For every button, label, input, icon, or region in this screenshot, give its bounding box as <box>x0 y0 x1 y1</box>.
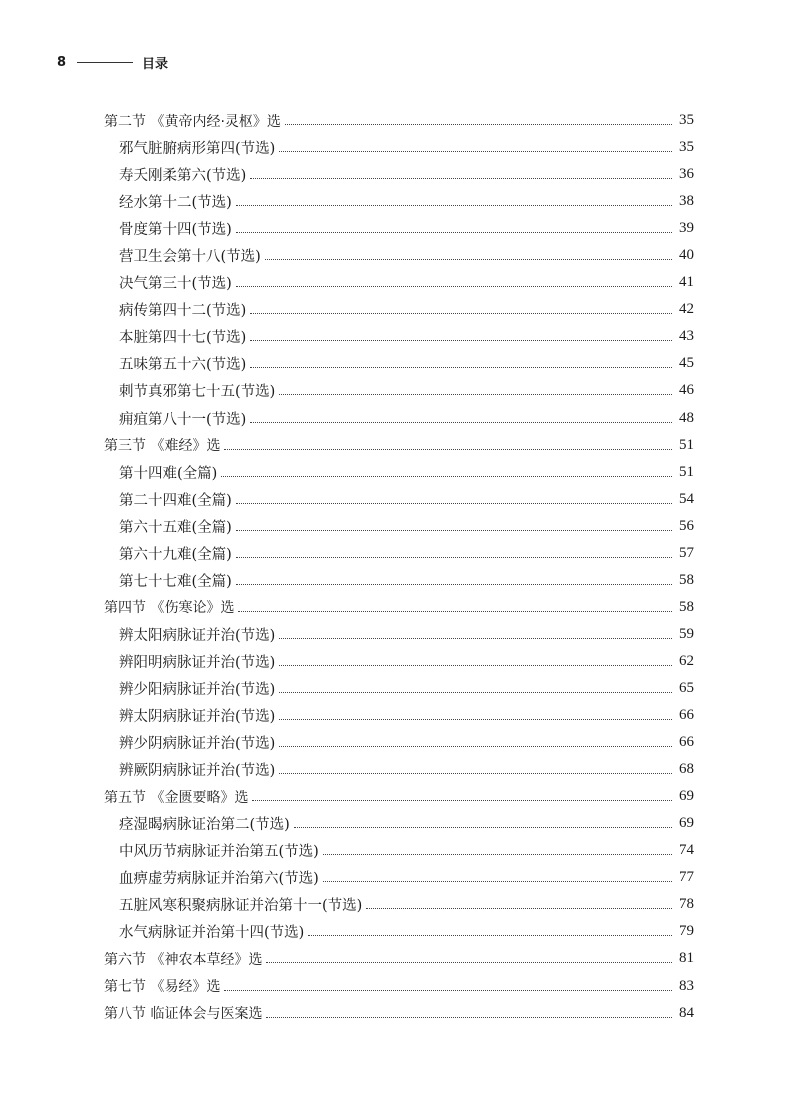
toc-entry-title: 五味第五十六(节选) <box>119 357 247 374</box>
toc-entry-title: 辨少阳病脉证并治(节选) <box>119 682 276 698</box>
toc-subentry <box>104 296 694 323</box>
toc-entry-page: 74 <box>679 842 694 859</box>
dot-leader <box>221 476 672 477</box>
toc-entry-title: 经水第十二(节选) <box>119 195 232 212</box>
toc-subentry <box>104 621 694 648</box>
toc-entry-page: 59 <box>679 625 694 642</box>
toc-entry-page: 39 <box>679 220 694 237</box>
dot-leader <box>250 178 672 179</box>
toc-section-entry <box>104 973 694 1000</box>
toc-subentry <box>104 350 694 377</box>
toc-subentry <box>104 891 694 918</box>
toc-entry-title: 第八节 临证体会与医案选 <box>104 1006 263 1023</box>
dot-leader <box>279 719 672 720</box>
toc-entry-page: 58 <box>679 571 694 588</box>
toc-entry-page: 84 <box>679 1004 694 1021</box>
toc-entry-title: 第七十七难(全篇) <box>119 573 232 590</box>
toc-entry-title: 骨度第十四(节选) <box>119 222 232 239</box>
dot-leader <box>236 205 672 206</box>
toc-entry-page: 81 <box>679 950 694 967</box>
dot-leader <box>279 638 672 639</box>
toc-entry-page: 35 <box>679 112 694 129</box>
toc-section-entry <box>104 783 694 810</box>
toc-entry-page: 48 <box>679 409 694 426</box>
toc-subentry <box>104 405 694 432</box>
toc-subentry <box>104 513 694 540</box>
toc-entry-page: 43 <box>679 328 694 345</box>
toc-entry-title: 刺节真邪第七十五(节选) <box>119 384 276 401</box>
toc-entry-title: 第二节 《黄帝内经·灵枢》选 <box>104 113 281 130</box>
toc-entry-title: 第六节 《神农本草经》选 <box>104 951 263 968</box>
dot-leader <box>294 827 672 828</box>
header-rule <box>77 62 133 63</box>
dot-leader <box>236 232 672 233</box>
toc-entry-page: 66 <box>679 707 694 724</box>
dot-leader <box>279 773 672 774</box>
toc-entry-title: 寿夭刚柔第六(节选) <box>119 168 247 185</box>
toc-entry-title: 水气病脉证并治第十四(节选) <box>119 925 305 942</box>
toc-entry-title: 第四节 《伤寒论》选 <box>104 600 235 617</box>
toc-section-entry <box>104 594 694 621</box>
toc-entry-page: 68 <box>679 761 694 778</box>
toc-subentry <box>104 134 694 161</box>
toc-entry-title: 痉湿暍病脉证治第二(节选) <box>119 817 290 834</box>
toc-subentry <box>104 837 694 864</box>
toc-entry-page: 69 <box>679 788 694 805</box>
toc-entry-page: 51 <box>679 436 694 453</box>
toc-section-entry <box>104 432 694 459</box>
toc-entry-page: 35 <box>679 139 694 156</box>
toc-entry-title: 营卫生会第十八(节选) <box>119 249 261 266</box>
toc-entry-page: 62 <box>679 652 694 669</box>
toc-section-entry <box>104 945 694 972</box>
dot-leader <box>250 422 672 423</box>
dot-leader <box>266 1017 672 1018</box>
toc-subentry <box>104 377 694 404</box>
toc-subentry <box>104 269 694 296</box>
toc-entry-title: 辨少阴病脉证并治(节选) <box>119 736 276 753</box>
toc-subentry <box>104 918 694 945</box>
dot-leader <box>252 800 672 801</box>
toc-entry-page: 79 <box>679 923 694 940</box>
toc-entry-page: 58 <box>679 598 694 615</box>
toc-entry-title: 辨厥阴病脉证并治(节选) <box>119 763 276 780</box>
toc-entry-page: 78 <box>679 896 694 913</box>
toc-entry-page: 51 <box>679 463 694 480</box>
dot-leader <box>250 340 672 341</box>
toc-entry-title: 病传第四十二(节选) <box>119 303 247 320</box>
dot-leader <box>323 854 672 855</box>
dot-leader <box>279 746 672 747</box>
dot-leader <box>238 611 672 612</box>
toc-subentry <box>104 459 694 486</box>
dot-leader <box>236 557 672 558</box>
toc-subentry <box>104 486 694 513</box>
dot-leader <box>366 908 672 909</box>
dot-leader <box>323 881 672 882</box>
dot-leader <box>285 124 672 125</box>
toc-entry-title: 五脏风寒积聚病脉证并治第十一(节选) <box>119 898 363 915</box>
toc-subentry <box>104 242 694 269</box>
toc-entry-page: 41 <box>679 274 694 291</box>
toc-entry-page: 69 <box>679 815 694 832</box>
page-number: 8 <box>57 54 67 70</box>
toc-entry-title: 第三节 《难经》选 <box>104 438 221 455</box>
toc-entry-page: 38 <box>679 193 694 210</box>
toc-entry-page: 54 <box>679 490 694 507</box>
toc-entry-title: 第七节 《易经》选 <box>104 979 221 996</box>
dot-leader <box>236 286 672 287</box>
toc-entry-page: 66 <box>679 734 694 751</box>
toc-subentry <box>104 729 694 756</box>
toc-subentry <box>104 323 694 350</box>
dot-leader <box>224 449 672 450</box>
toc-entry-page: 65 <box>679 680 694 696</box>
toc-entry-title: 决气第三十(节选) <box>119 276 232 293</box>
toc-subentry <box>104 756 694 783</box>
toc-subentry <box>104 567 694 594</box>
dot-leader <box>279 692 672 693</box>
dot-leader <box>265 259 672 260</box>
dot-leader <box>236 584 672 585</box>
dot-leader <box>236 503 672 504</box>
toc-entry-title: 第十四难(全篇) <box>119 465 218 482</box>
toc-subentry <box>104 675 694 702</box>
toc-entry-page: 83 <box>679 977 694 994</box>
dot-leader <box>224 990 672 991</box>
toc-entry-title: 第五节 《金匮要略》选 <box>104 789 249 806</box>
toc-entry-page: 40 <box>679 247 694 264</box>
toc-entry-title: 本脏第四十七(节选) <box>119 330 247 347</box>
toc-subentry <box>104 540 694 567</box>
toc-entry-page: 45 <box>679 355 694 372</box>
toc-subentry <box>104 161 694 188</box>
dot-leader <box>308 935 672 936</box>
toc-subentry <box>104 864 694 891</box>
toc-entry-page: 36 <box>679 166 694 183</box>
running-header <box>57 52 168 72</box>
dot-leader <box>266 962 672 963</box>
toc-subentry <box>104 810 694 837</box>
toc-entry-title: 血痹虚劳病脉证并治第六(节选) <box>119 871 319 888</box>
toc-subentry <box>104 215 694 242</box>
toc-entry-page: 77 <box>679 869 694 886</box>
table-of-contents <box>104 107 694 1027</box>
toc-entry-title: 第六十九难(全篇) <box>119 546 232 563</box>
toc-entry-title: 痈疽第八十一(节选) <box>119 411 247 428</box>
toc-section-entry <box>104 1000 694 1027</box>
dot-leader <box>279 394 672 395</box>
toc-entry-page: 57 <box>679 544 694 561</box>
toc-entry-title: 辨阳明病脉证并治(节选) <box>119 654 276 671</box>
toc-section-entry <box>104 107 694 134</box>
toc-entry-title: 邪气脏腑病形第四(节选) <box>119 141 276 158</box>
toc-subentry <box>104 702 694 729</box>
dot-leader <box>279 665 672 666</box>
dot-leader <box>236 530 672 531</box>
toc-entry-page: 46 <box>679 382 694 399</box>
toc-entry-page: 56 <box>679 517 694 534</box>
toc-entry-title: 第六十五难(全篇) <box>119 519 232 536</box>
toc-entry-page: 42 <box>679 301 694 318</box>
toc-subentry <box>104 648 694 675</box>
header-title: 目录 <box>142 56 169 72</box>
dot-leader <box>250 313 672 314</box>
toc-entry-title: 辨太阳病脉证并治(节选) <box>119 627 276 644</box>
toc-subentry <box>104 188 694 215</box>
dot-leader <box>250 367 672 368</box>
toc-entry-title: 辨太阴病脉证并治(节选) <box>119 709 276 726</box>
toc-entry-title: 中风历节病脉证并治第五(节选) <box>119 844 319 861</box>
toc-entry-title: 第二十四难(全篇) <box>119 492 232 509</box>
dot-leader <box>279 151 672 152</box>
